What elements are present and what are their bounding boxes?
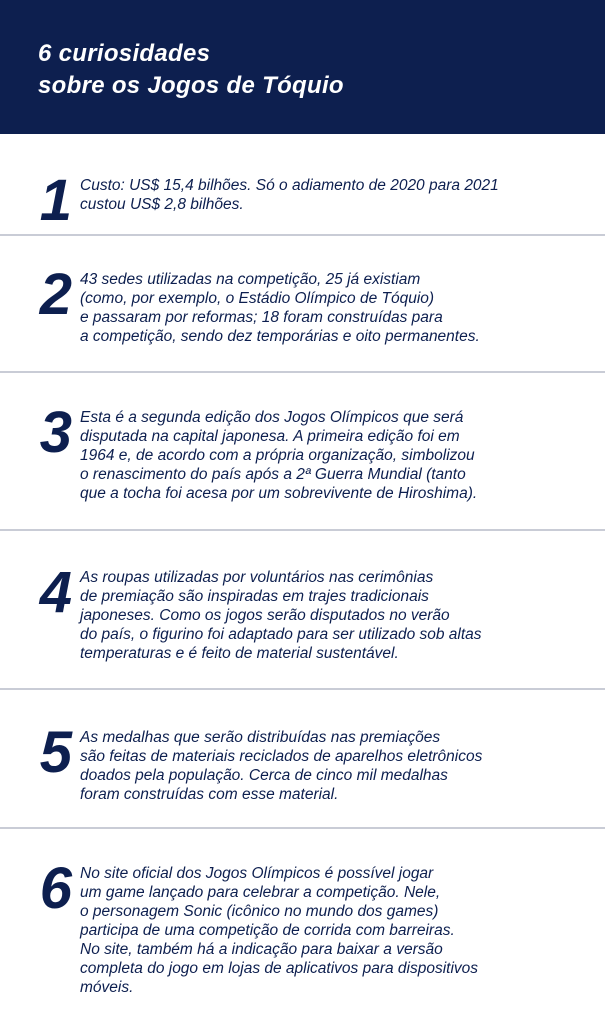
text-line: Esta é a segunda edição dos Jogos Olímpicos que será bbox=[80, 409, 464, 426]
curiosity-item-4 bbox=[0, 560, 605, 663]
item-number: 1 bbox=[39, 168, 72, 233]
text-line: de premiação são inspiradas em trajes tradicionais bbox=[80, 588, 429, 605]
text-line: doados pela população. Cerca de cinco mil medalhas bbox=[80, 767, 448, 784]
text-line: um game lançado para celebrar a competição. Nele, bbox=[80, 884, 441, 901]
text-line: do país, o figurino foi adaptado para ser utilizado sob altas bbox=[80, 626, 482, 643]
title-line-1: 6 curiosidades bbox=[38, 40, 211, 67]
text-line: japoneses. Como os jogos serão disputados no verão bbox=[80, 607, 450, 624]
text-line: Custo: US$ 15,4 bilhões. Só o adiamento de 2020 para 2021 bbox=[80, 177, 499, 194]
text-line: que a tocha foi acesa por um sobrevivente de Hiroshima). bbox=[80, 485, 478, 502]
item-number: 4 bbox=[39, 560, 72, 625]
item-text bbox=[80, 176, 521, 214]
text-line: temperaturas e é feito de material sustentável. bbox=[80, 645, 399, 662]
text-line: participa de uma competição de corrida com barreiras. bbox=[80, 922, 455, 939]
item-text bbox=[80, 568, 504, 663]
divider bbox=[0, 371, 605, 373]
divider bbox=[0, 688, 605, 690]
text-line: completa do jogo em lojas de aplicativos para dispositivos bbox=[80, 960, 479, 977]
text-line: são feitas de materiais reciclados de aparelhos eletrônicos bbox=[80, 748, 483, 765]
item-number: 5 bbox=[39, 720, 72, 785]
item-text bbox=[80, 408, 499, 503]
divider bbox=[0, 529, 605, 531]
text-line: a competição, sendo dez temporárias e oito permanentes. bbox=[80, 328, 480, 345]
text-line: foram construídas com esse material. bbox=[80, 786, 339, 803]
text-line: No site oficial dos Jogos Olímpicos é possível jogar bbox=[80, 865, 434, 882]
title-line-2: sobre os Jogos de Tóquio bbox=[38, 72, 344, 99]
text-line: No site, também há a indicação para baixar a versão bbox=[80, 941, 443, 958]
curiosity-item-3 bbox=[0, 400, 605, 503]
text-line: disputada na capital japonesa. A primeira edição foi em bbox=[80, 428, 460, 445]
text-line: móveis. bbox=[80, 979, 134, 996]
page-title bbox=[38, 38, 605, 102]
text-line: As medalhas que serão distribuídas nas premiações bbox=[80, 729, 441, 746]
text-line: (como, por exemplo, o Estádio Olímpico de Tóquio) bbox=[80, 290, 435, 307]
header-banner bbox=[0, 0, 605, 134]
item-number: 2 bbox=[39, 262, 72, 327]
item-text bbox=[80, 728, 504, 804]
item-number: 6 bbox=[39, 856, 72, 921]
text-line: 43 sedes utilizadas na competição, 25 já existiam bbox=[80, 271, 421, 288]
item-text bbox=[80, 864, 500, 997]
text-line: e passaram por reformas; 18 foram construídas para bbox=[80, 309, 443, 326]
text-line: o personagem Sonic (icônico no mundo dos games) bbox=[80, 903, 439, 920]
curiosity-item-1 bbox=[0, 168, 605, 233]
text-line: o renascimento do país após a 2ª Guerra Mundial (tanto bbox=[80, 466, 466, 483]
text-line: 1964 e, de acordo com a própria organização, simbolizou bbox=[80, 447, 475, 464]
text-line: custou US$ 2,8 bilhões. bbox=[80, 196, 244, 213]
text-line: As roupas utilizadas por voluntários nas cerimônias bbox=[80, 569, 434, 586]
curiosity-item-5 bbox=[0, 720, 605, 804]
item-number: 3 bbox=[39, 400, 72, 465]
curiosity-item-2 bbox=[0, 262, 605, 346]
curiosity-item-6 bbox=[0, 856, 605, 997]
divider bbox=[0, 234, 605, 236]
item-text bbox=[80, 270, 502, 346]
divider bbox=[0, 827, 605, 829]
